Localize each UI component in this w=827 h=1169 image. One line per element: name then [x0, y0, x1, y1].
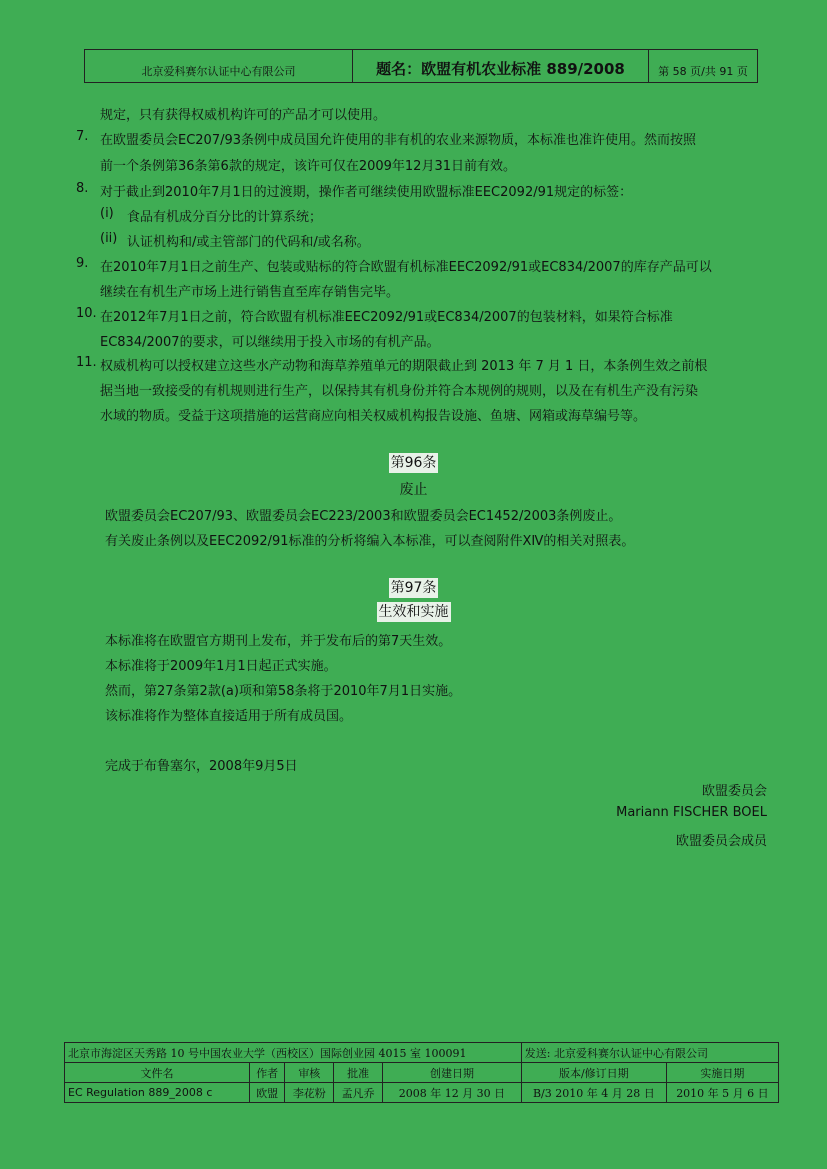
item-8-sub-ii: 认证机构和/或主管部门的代码和/或名称。 [127, 235, 370, 250]
article-97-paragraph-1: 本标准将在欧盟官方期刊上发布，并于发布后的第7天生效。 [105, 634, 452, 649]
footer-value-created: 2008 年 12 月 30 日 [383, 1083, 522, 1103]
article-96-heading: 第96条 [390, 455, 437, 471]
article-97-title-wrap [0, 602, 827, 622]
footer-header-effective: 实施日期 [666, 1063, 778, 1083]
footer-header-row [65, 1063, 779, 1083]
footer-value-filename: EC Regulation 889_2008 c [65, 1083, 250, 1103]
item-9-number: 9. [76, 256, 89, 271]
footer-table [64, 1042, 779, 1103]
item-11-line-3: 水域的物质。受益于这项措施的运营商应向相关权威机构报告设施、鱼塘、网箱或海草编号等。 [100, 409, 647, 424]
article-97-title: 生效和实施 [378, 604, 449, 620]
item-10-number: 10. [76, 306, 97, 321]
item-11-number: 11. [76, 355, 97, 370]
signoff-role: 欧盟委员会成员 [675, 834, 767, 849]
item-8-sub-ii-label: (ii) [100, 231, 118, 246]
footer-value-review: 李花粉 [285, 1083, 334, 1103]
item-8-number: 8. [76, 181, 89, 196]
item-7-number: 7. [76, 129, 89, 144]
item-10-line-2: EC834/2007的要求，可以继续用于投入市场的有机产品。 [100, 335, 440, 350]
footer-send: 发送: 北京爱科赛尔认证中心有限公司 [521, 1043, 778, 1063]
article-97-heading-wrap [0, 578, 827, 598]
footer-address: 北京市海淀区天秀路 10 号中国农业大学（西校区）国际创业园 4015 室 100091 [65, 1043, 522, 1063]
item-7-line-1: 在欧盟委员会EC207/93条例中成员国允许使用的非有机的农业来源物质，本标准也准许使用。然而按照 [100, 133, 697, 148]
item-9-line-1: 在2010年7月1日之前生产、包装或贴标的符合欧盟有机标准EEC2092/91或EC834/2007的库存产品可以 [100, 260, 712, 275]
item-8-sub-i: 食品有机成分百分比的计算系统； [127, 210, 323, 225]
footer-header-revision: 版本/修订日期 [521, 1063, 666, 1083]
footer-header-approve: 批准 [334, 1063, 383, 1083]
signoff-date-place: 完成于布鲁塞尔，2008年9月5日 [105, 759, 298, 774]
article-96-paragraph-2: 有关废止条例以及EEC2092/91标准的分析将编入本标准，可以查阅附件ⅩⅣ的相关对照表。 [105, 534, 635, 549]
item-10-line-1: 在2012年7月1日之前，符合欧盟有机标准EEC2092/91或EC834/2007的包装材料，如果符合标准 [100, 310, 673, 325]
article-97-paragraph-4: 该标准将作为整体直接适用于所有成员国。 [105, 709, 353, 724]
item-8-sub-i-label: (i) [100, 206, 114, 221]
header-title: 题名：欧盟有机农业标准 889/2008 [353, 50, 649, 82]
article-96-heading-wrap [0, 453, 827, 473]
footer-header-author: 作者 [249, 1063, 284, 1083]
item-11-line-2: 据当地一致接受的有机规则进行生产，以保持其有机身份并符合本规例的规则，以及在有机生产没有污染 [100, 384, 699, 399]
footer-address-row [65, 1043, 779, 1063]
article-96-title: 废止 [399, 482, 428, 498]
footer-header-review: 审核 [285, 1063, 334, 1083]
footer-value-effective: 2010 年 5 月 6 日 [666, 1083, 778, 1103]
header-company: 北京爱科赛尔认证中心有限公司 [85, 50, 353, 82]
item-11-line-1: 权威机构可以授权建立这些水产动物和海草养殖单元的期限截止到 2013 年 7 月 1 日，本条例生效之前根 [100, 359, 708, 374]
footer-value-revision: B/3 2010 年 4 月 28 日 [521, 1083, 666, 1103]
item-9-line-2: 继续在有机生产市场上进行销售直至库存销售完毕。 [100, 285, 400, 300]
footer-header-filename: 文件名 [65, 1063, 250, 1083]
article-96-paragraph-1: 欧盟委员会EC207/93、欧盟委员会EC223/2003和欧盟委员会EC1452/2003条例废止。 [105, 509, 622, 524]
article-97-paragraph-2: 本标准将于2009年1月1日起正式实施。 [105, 659, 337, 674]
article-97-paragraph-3: 然而，第27条第2款(a)项和第58条将于2010年7月1日实施。 [105, 684, 462, 699]
page-header [84, 49, 758, 83]
header-page-number: 第 58 页/共 91 页 [658, 65, 748, 78]
footer-header-created: 创建日期 [383, 1063, 522, 1083]
signoff-name: Mariann FISCHER BOEL [616, 805, 767, 820]
footer-value-row [65, 1083, 779, 1103]
article-97-heading: 第97条 [390, 580, 437, 596]
item-7-line-2: 前一个条例第36条第6款的规定，该许可仅在2009年12月31日前有效。 [100, 159, 516, 174]
signoff-organization: 欧盟委员会 [701, 784, 767, 799]
footer-value-author: 欧盟 [249, 1083, 284, 1103]
intro-line: 规定，只有获得权威机构许可的产品才可以使用。 [100, 108, 387, 123]
item-8-line-1: 对于截止到2010年7月1日的过渡期，操作者可继续使用欧盟标准EEC2092/91规定的标签： [100, 185, 633, 200]
footer-value-approve: 孟凡乔 [334, 1083, 383, 1103]
